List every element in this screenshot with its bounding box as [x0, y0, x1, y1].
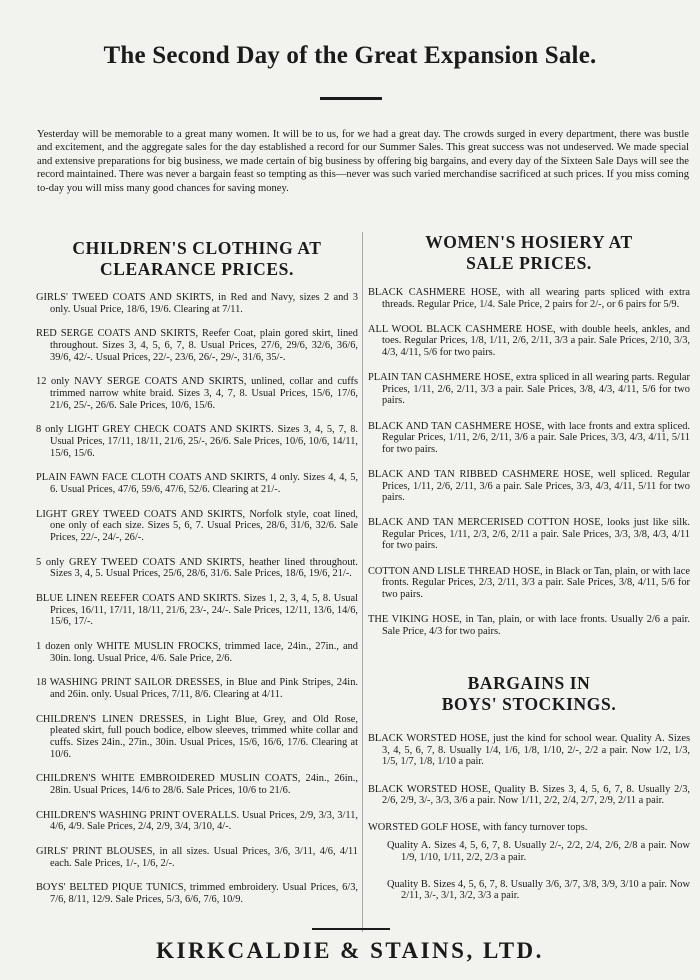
heading-line: CLEARANCE PRICES. [100, 259, 294, 279]
hosiery-column [368, 232, 690, 918]
childrens-clothing-list [36, 292, 358, 906]
list-item: BLACK AND TAN CASHMERE HOSE, with lace fronts and extra spliced. Regular Prices, 1/11, 2/6, 2/11, 3/6 a pair. Sale Prices, 3/3, 4/3, 4/11, 5/11 for two pairs. [368, 420, 690, 455]
list-item: BLACK WORSTED HOSE, Quality B. Sizes 3, 4, 5, 6, 7, 8. Usually 2/3, 2/6, 2/9, 3/-, 3/3, 3/6 a pair. Now 1/11, 2/2, 2/4, 2/7, 2/9, 2/11 a pair. [368, 783, 690, 807]
heading-line: BARGAINS IN [467, 673, 591, 694]
headline: The Second Day of the Great Expansion Sale. [103, 42, 597, 69]
childrens-clothing-column [36, 232, 358, 919]
list-item: BLACK AND TAN RIBBED CASHMERE HOSE, well spliced. Regular Prices, 1/11, 2/6, 2/11, 3/6 a pair. Sale Prices, 3/3, 4/3, 4/11, 5/11 for two pairs. [368, 468, 690, 504]
list-item: Quality A. Sizes 4, 5, 6, 7, 8. Usually 2/-, 2/2, 2/4, 2/6, 2/8 a pair. Now 1/9, 1/10, 1/11, 2/2, 2/3 a pair. [387, 839, 690, 863]
store-name: KIRKCALDIE & STAINS, LTD. [156, 938, 544, 963]
footer-rule [312, 928, 390, 930]
childrens-clothing-heading [36, 238, 358, 280]
list-item: GIRLS' PRINT BLOUSES, in all sizes. Usual Prices, 3/6, 3/11, 4/6, 4/11 each. Sale Prices, 1/-, 1/6, 2/-. [36, 846, 358, 869]
list-item: PLAIN TAN CASHMERE HOSE, extra spliced in all wearing parts. Regular Prices, 1/11, 2/6, 2/11, 3/3 a pair. Sale Prices, 3/8, 4/3, 4/11, 5/6 for two pairs. [368, 372, 690, 407]
womens-hosiery-heading [368, 232, 690, 274]
column-divider [362, 232, 363, 932]
intro-paragraph: Yesterday will be memorable to a great many women. It will be to us, for we had a great day. The crowds surged in every department, there was bustle and excitement, and the aggregate sales for the day established a record for our Summer Sales. This great success was not undeserved. We made special and extensive preparations for big business, we made certain of big business by offering big bargains, and every day of the Sixteen Sale Days will see the record maintained. There was never a bargain feast so tempting as this—never was such varied merchandise sacrificed at such prices. If you miss coming to-day you will miss many good chances for saving money. [37, 129, 689, 194]
list-item: BLACK WORSTED HOSE, just the kind for school wear. Quality A. Sizes 3, 4, 5, 6, 7, 8. Usually 1/4, 1/6, 1/8, 1/10, 2/-, 2/2 a pair. Now 1/2, 1/3, 1/5, 1/7, 1/8, 1/10 a pair. [368, 733, 690, 768]
list-item: 8 only LIGHT GREY CHECK COATS AND SKIRTS. Sizes 3, 4, 5, 7, 8. Usual Prices, 17/11, 18/11, 21/6, 25/-, 26/6. Sale Prices, 10/6, 10/6, 14/11, 15/6, 15/6. [36, 424, 358, 459]
list-item: COTTON AND LISLE THREAD HOSE, in Black or Tan, plain, or with lace fronts. Regular Prices, 2/3, 2/11, 3/3 a pair. Sale Prices, 3/8, 4/11, 5/6 for two pairs. [368, 565, 690, 600]
womens-hosiery-list [368, 287, 690, 637]
headline-rule [320, 97, 382, 100]
list-item: 18 WASHING PRINT SAILOR DRESSES, in Blue and Pink Stripes, 24in. and 26in. only. Usual Prices, 7/11, 8/6. Clearing at 4/11. [36, 677, 358, 700]
heading-line: SALE PRICES. [466, 253, 592, 273]
list-item: BLACK AND TAN MERCERISED COTTON HOSE, looks just like silk. Regular Prices, 1/11, 2/3, 2/6, 2/11 a pair. Sale Prices, 3/3, 3/8, 4/3, 4/11 for two pairs. [368, 517, 690, 552]
list-item: GIRLS' TWEED COATS AND SKIRTS, in Red and Navy, sizes 2 and 3 only. Usual Price, 18/6, 19/6. Clearing at 7/11. [36, 292, 358, 315]
heading-line: BOYS' STOCKINGS. [441, 694, 617, 715]
heading-line: CHILDREN'S CLOTHING AT [72, 238, 322, 258]
list-item: PLAIN FAWN FACE CLOTH COATS AND SKIRTS, 4 only. Sizes 4, 4, 5, 6. Usual Prices, 47/6, 59/6, 47/6, 52/6. Clearing at 21/-. [36, 472, 358, 495]
list-item: 1 dozen only WHITE MUSLIN FROCKS, trimmed lace, 24in., 27in., and 30in. long. Usual Price, 4/6. Sale Price, 2/6. [36, 640, 358, 664]
list-item: BLACK CASHMERE HOSE, with all wearing parts spliced with extra threads. Regular Price, 1/4. Sale Price, 2 pairs for 2/-, or 6 pairs for 5/9. [368, 287, 690, 310]
boys-stockings-heading [368, 673, 690, 715]
boys-stockings-list [368, 733, 690, 902]
list-item: CHILDREN'S WASHING PRINT OVERALLS. Usual Prices, 2/9, 3/3, 3/11, 4/6, 4/9. Sale Prices, 2/4, 2/9, 3/4, 3/10, 4/-. [36, 809, 358, 833]
list-item: 12 only NAVY SERGE COATS AND SKIRTS, unlined, collar and cuffs trimmed narrow white braid. Sizes 3, 4, 7, 8. Usual Prices, 15/6, 17/6, 21/6, 25/-, 26/6. Sale Prices, 10/6, 15/6. [36, 376, 358, 411]
list-item: CHILDREN'S LINEN DRESSES, in Light Blue, Grey, and Old Rose, pleated skirt, full pouch bodice, elbow sleeves, trimmed white collar and cuffs. Sizes 24in., 27in., 30in. Usual Prices, 15/6, 16/6, 17/6. Clearing at 10/6. [36, 713, 358, 760]
list-item: THE VIKING HOSE, in Tan, plain, or with lace fronts. Usually 2/6 a pair. Sale Price, 4/3 for two pairs. [368, 614, 690, 637]
list-item: LIGHT GREY TWEED COATS AND SKIRTS, Norfolk style, coat lined, one only of each size. Sizes 5, 6, 7. Usual Prices, 28/6, 31/6, 32/6. Sale Prices, 22/-, 24/-, 26/-. [36, 508, 358, 543]
heading-line: WOMEN'S HOSIERY AT [425, 232, 633, 252]
list-item: Quality B. Sizes 4, 5, 6, 7, 8. Usually 3/6, 3/7, 3/8, 3/9, 3/10 a pair. Now 2/11, 3/-, 3/1, 3/2, 3/3 a pair. [387, 878, 690, 902]
list-item: 5 only GREY TWEED COATS AND SKIRTS, heather lined throughout. Sizes 3, 4, 5. Usual Prices, 25/6, 28/6, 31/6. Sale Prices, 18/6, 19/6, 21/-. [36, 556, 358, 580]
list-item: RED SERGE COATS AND SKIRTS, Reefer Coat, plain gored skirt, lined throughout. Sizes 3, 4, 5, 6, 7, 8. Usual Prices, 27/6, 29/6, 32/6, 36/6, 39/6, 42/-. Usual Prices, 22/-, 23/6, 26/-, 29/-, 31/6, 35/-. [36, 328, 358, 363]
list-item: BOYS' BELTED PIQUE TUNICS, trimmed embroidery. Usual Prices, 6/3, 7/6, 8/11, 12/9. Sale Prices, 5/3, 6/6, 7/6, 10/9. [36, 882, 358, 905]
list-item: CHILDREN'S WHITE EMBROIDERED MUSLIN COATS, 24in., 26in., 28in. Usual Prices, 14/6 to 28/6. Sale Prices, 10/6 to 21/6. [36, 773, 358, 796]
list-item: BLUE LINEN REEFER COATS AND SKIRTS. Sizes 1, 2, 3, 4, 5, 8. Usual Prices, 16/11, 17/11, 18/11, 21/6, 23/-, 24/-. Sale Prices, 12/11, 13/6, 14/6, 15/6, 17/-. [36, 593, 358, 628]
list-item: ALL WOOL BLACK CASHMERE HOSE, with double heels, ankles, and toes. Regular Prices, 1/8, 1/11, 2/6, 2/11, 3/3 a pair. Sale Prices, 2/10, 3/3, 4/3, 4/11, 5/6 for two pairs. [368, 323, 690, 358]
list-item: WORSTED GOLF HOSE, with fancy turnover tops. [368, 822, 588, 834]
